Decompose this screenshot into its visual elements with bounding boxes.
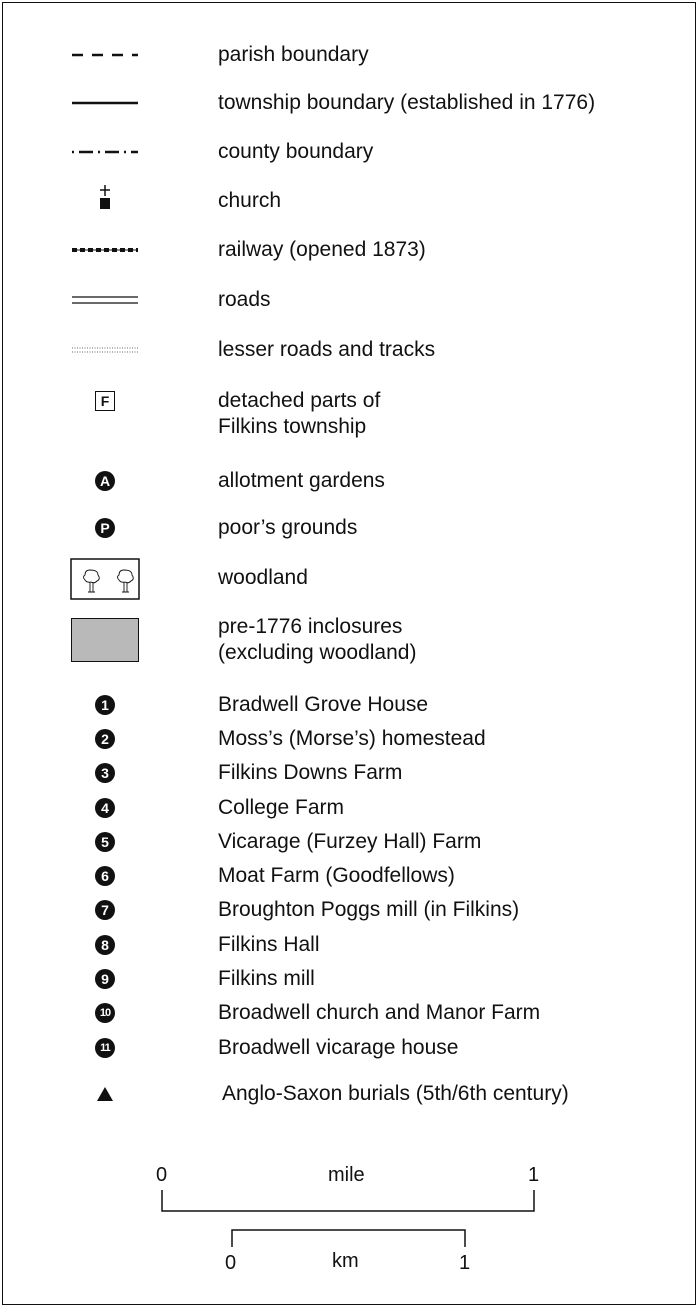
numbered-label: Moat Farm (Goodfellows) bbox=[218, 864, 455, 887]
legend-label: allotment gardens bbox=[218, 469, 385, 492]
number-badge-icon bbox=[60, 1035, 150, 1061]
number-badge: 6 bbox=[95, 866, 115, 886]
numbered-label: Broadwell church and Manor Farm bbox=[218, 1001, 541, 1024]
number-badge-icon bbox=[60, 692, 150, 718]
number-badge: 10 bbox=[95, 1003, 115, 1023]
number-badge-icon bbox=[60, 1000, 150, 1026]
numbered-label: Broughton Poggs mill (in Filkins) bbox=[218, 898, 520, 921]
number-badge: 7 bbox=[95, 900, 115, 920]
legend-label: railway (opened 1873) bbox=[218, 238, 426, 261]
numbered-label: Broadwell vicarage house bbox=[218, 1036, 459, 1059]
number-badge: 9 bbox=[95, 969, 115, 989]
number-badge: 4 bbox=[95, 798, 115, 818]
mile-start-label: 0 bbox=[156, 1164, 168, 1186]
legend-label: pre-1776 inclosures (excluding woodland) bbox=[218, 615, 417, 664]
number-badge: 11 bbox=[95, 1038, 115, 1058]
km-start-label: 0 bbox=[225, 1252, 237, 1274]
circled-p-icon bbox=[60, 515, 150, 541]
legend-label: county boundary bbox=[218, 140, 374, 163]
grey-fill-icon bbox=[60, 614, 150, 666]
number-badge-icon bbox=[60, 726, 150, 752]
number-badge: 2 bbox=[95, 729, 115, 749]
number-badge: 1 bbox=[95, 695, 115, 715]
km-unit-label: km bbox=[332, 1250, 359, 1272]
number-badge-icon bbox=[60, 932, 150, 958]
dashed-line-icon bbox=[60, 42, 150, 68]
solid-line-icon bbox=[60, 90, 150, 116]
double-line-icon bbox=[60, 287, 150, 313]
dotted-track-icon bbox=[60, 337, 150, 363]
triangle-icon bbox=[60, 1081, 150, 1107]
legend-label: church bbox=[218, 189, 282, 212]
number-badge-icon bbox=[60, 863, 150, 889]
railway-line-icon bbox=[60, 237, 150, 263]
boxed-f-icon bbox=[60, 388, 150, 414]
circled-a-icon bbox=[60, 468, 150, 494]
legend-label: poor’s grounds bbox=[218, 516, 358, 539]
number-badge-icon bbox=[60, 897, 150, 923]
legend-label: parish boundary bbox=[218, 43, 369, 66]
circled-p-glyph: P bbox=[95, 518, 115, 538]
numbered-label: Vicarage (Furzey Hall) Farm bbox=[218, 830, 482, 853]
numbered-label: Filkins Downs Farm bbox=[218, 761, 403, 784]
legend-label: woodland bbox=[218, 566, 308, 589]
church-icon bbox=[60, 182, 150, 214]
mile-unit-label: mile bbox=[328, 1164, 365, 1186]
legend-label: lesser roads and tracks bbox=[218, 338, 436, 361]
legend-label: township boundary (established in 1776) bbox=[218, 91, 596, 114]
legend-label: roads bbox=[218, 288, 271, 311]
number-badge: 8 bbox=[95, 935, 115, 955]
scale-bars bbox=[0, 1150, 700, 1290]
mile-end-label: 1 bbox=[528, 1164, 540, 1186]
number-badge: 5 bbox=[95, 832, 115, 852]
numbered-label: Bradwell Grove House bbox=[218, 693, 429, 716]
number-badge-icon bbox=[60, 760, 150, 786]
numbered-label: College Farm bbox=[218, 796, 345, 819]
numbered-label: Filkins mill bbox=[218, 967, 315, 990]
number-badge-icon bbox=[60, 829, 150, 855]
km-end-label: 1 bbox=[459, 1252, 471, 1274]
number-badge-icon bbox=[60, 795, 150, 821]
number-badge: 3 bbox=[95, 763, 115, 783]
numbered-label: Moss’s (Morse’s) homestead bbox=[218, 727, 486, 750]
circled-a-glyph: A bbox=[95, 471, 115, 491]
numbered-label: Filkins Hall bbox=[218, 933, 320, 956]
legend-label: Anglo-Saxon burials (5th/6th century) bbox=[222, 1082, 569, 1105]
legend-label: detached parts of Filkins township bbox=[218, 389, 381, 438]
number-badge-icon bbox=[60, 966, 150, 992]
tree-icon bbox=[60, 558, 150, 600]
dash-dot-line-icon bbox=[60, 139, 150, 165]
boxed-f-glyph: F bbox=[95, 391, 115, 411]
